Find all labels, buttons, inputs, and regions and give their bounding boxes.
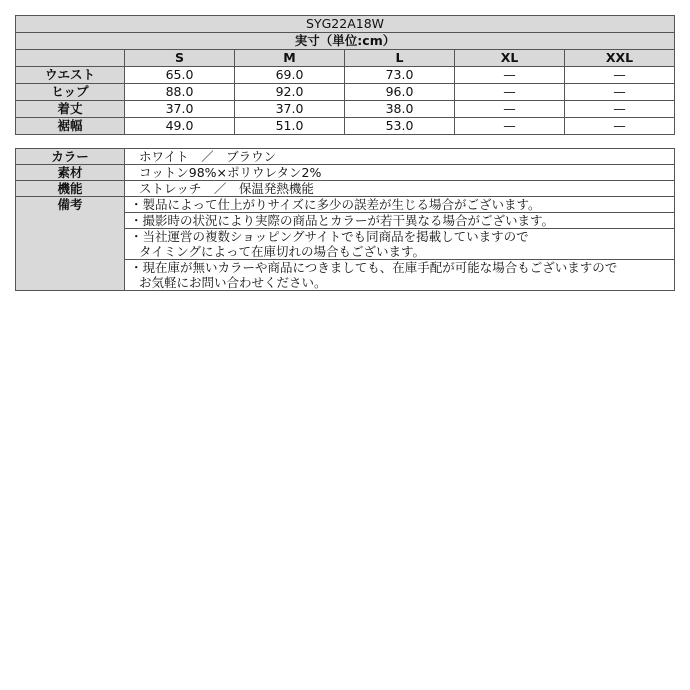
measurement-value: 88.0: [125, 84, 235, 101]
measurement-value: 92.0: [235, 84, 345, 101]
size-header: S: [125, 50, 235, 67]
measurement-value: 69.0: [235, 67, 345, 84]
color-value: ホワイト ／ ブラウン: [125, 149, 675, 165]
note-item: [125, 213, 675, 229]
measurement-value: 65.0: [125, 67, 235, 84]
row-label: 着丈: [16, 101, 125, 118]
measurement-value: 96.0: [345, 84, 455, 101]
measurement-value: —: [455, 84, 565, 101]
table-row: [16, 118, 675, 135]
info-label: カラー: [16, 149, 125, 165]
note-item: [125, 197, 675, 213]
measurement-value: 73.0: [345, 67, 455, 84]
measurement-value: 37.0: [125, 101, 235, 118]
measurement-value: —: [565, 101, 675, 118]
color-row: [16, 149, 675, 165]
note-line: お気軽にお問い合わせください。: [139, 275, 327, 290]
size-header: XXL: [565, 50, 675, 67]
measurement-value: —: [455, 118, 565, 135]
row-label: ウエスト: [16, 67, 125, 84]
measurement-value: 37.0: [235, 101, 345, 118]
measurement-value: —: [455, 67, 565, 84]
product-code: SYG22A18W: [16, 16, 675, 33]
table-row: [16, 67, 675, 84]
corner-cell: [16, 50, 125, 67]
notes-row: [16, 197, 675, 213]
note-item: [125, 229, 675, 260]
note-line: ・現在庫が無いカラーや商品につきましても、在庫手配が可能な場合もございますので: [130, 260, 618, 275]
measurement-value: 51.0: [235, 118, 345, 135]
size-header: M: [235, 50, 345, 67]
size-header-row: [16, 50, 675, 67]
row-label: ヒップ: [16, 84, 125, 101]
product-info-table: [15, 148, 675, 291]
note-item: [125, 260, 675, 291]
size-header: L: [345, 50, 455, 67]
row-label: 裾幅: [16, 118, 125, 135]
function-row: [16, 181, 675, 197]
measurement-value: 38.0: [345, 101, 455, 118]
note-line: ・当社運営の複数ショッピングサイトでも同商品を掲載していますので: [130, 229, 529, 244]
material-value: コットン98%×ポリウレタン2%: [125, 165, 675, 181]
note-line: ・製品によって仕上がりサイズに多少の誤差が生じる場合がございます。: [130, 197, 541, 212]
measurement-value: —: [455, 101, 565, 118]
info-label: 備考: [16, 197, 125, 291]
measurement-value: —: [565, 84, 675, 101]
measurement-value: —: [565, 67, 675, 84]
size-header: XL: [455, 50, 565, 67]
info-label: 機能: [16, 181, 125, 197]
table-row: [16, 84, 675, 101]
note-line: ・撮影時の状況により実際の商品とカラーが若干異なる場合がございます。: [130, 213, 555, 228]
measurement-value: 53.0: [345, 118, 455, 135]
measurement-value: 49.0: [125, 118, 235, 135]
note-line: タイミングによって在庫切れの場合もございます。: [139, 244, 426, 259]
unit-label: 実寸（単位:cm）: [16, 33, 675, 50]
function-value: ストレッチ ／ 保温発熱機能: [125, 181, 675, 197]
info-label: 素材: [16, 165, 125, 181]
table-row: [16, 101, 675, 118]
size-table: [15, 15, 675, 135]
measurement-value: —: [565, 118, 675, 135]
material-row: [16, 165, 675, 181]
